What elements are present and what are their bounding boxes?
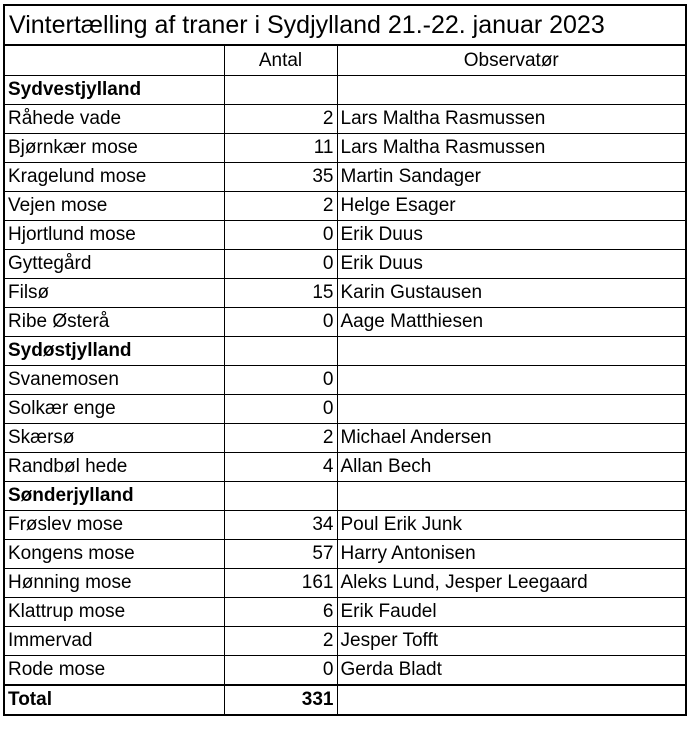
header-location [5,46,224,76]
table-row [5,308,685,337]
location-cell: Råhede vade [5,105,224,134]
count-cell [224,337,337,366]
section-row [5,76,685,105]
table-row [5,511,685,540]
crane-count-sheet [3,4,687,716]
table-row [5,656,685,685]
header-row [5,46,685,76]
count-cell: 2 [224,192,337,221]
count-cell [224,482,337,511]
count-cell: 11 [224,134,337,163]
observer-cell: Karin Gustausen [337,279,685,308]
observer-cell: Gerda Bladt [337,656,685,685]
section-row [5,482,685,511]
count-cell: 0 [224,308,337,337]
count-cell: 0 [224,250,337,279]
table-body [5,76,685,714]
table-row [5,569,685,598]
observer-cell: Erik Faudel [337,598,685,627]
observer-cell: Michael Andersen [337,424,685,453]
table-row [5,395,685,424]
count-cell [224,76,337,105]
table-row [5,221,685,250]
total-label: Total [5,685,224,714]
count-cell: 0 [224,221,337,250]
observer-cell [337,366,685,395]
region-name: Sydvestjylland [5,76,224,105]
observer-cell [337,482,685,511]
total-count: 331 [224,685,337,714]
table-row [5,163,685,192]
location-cell: Randbøl hede [5,453,224,482]
observer-cell: Harry Antonisen [337,540,685,569]
table-row [5,279,685,308]
location-cell: Hønning mose [5,569,224,598]
observer-cell: Jesper Tofft [337,627,685,656]
location-cell: Skærsø [5,424,224,453]
observer-cell [337,685,685,714]
observer-cell: Helge Esager [337,192,685,221]
location-cell: Bjørnkær mose [5,134,224,163]
location-cell: Klattrup mose [5,598,224,627]
observer-cell: Aleks Lund, Jesper Leegaard [337,569,685,598]
observer-cell [337,337,685,366]
table-row [5,424,685,453]
location-cell: Filsø [5,279,224,308]
total-row [5,685,685,714]
count-cell: 6 [224,598,337,627]
header-count: Antal [224,46,337,76]
section-row [5,337,685,366]
location-cell: Svanemosen [5,366,224,395]
count-cell: 0 [224,395,337,424]
observer-cell [337,395,685,424]
count-cell: 0 [224,366,337,395]
table-row [5,250,685,279]
observer-cell: Lars Maltha Rasmussen [337,105,685,134]
sheet-title: Vintertælling af traner i Sydjylland 21.-22. januar 2023 [5,6,685,46]
observer-cell: Poul Erik Junk [337,511,685,540]
observer-cell [337,76,685,105]
count-cell: 4 [224,453,337,482]
observer-cell: Lars Maltha Rasmussen [337,134,685,163]
table-row [5,540,685,569]
location-cell: Vejen mose [5,192,224,221]
count-cell: 15 [224,279,337,308]
location-cell: Kongens mose [5,540,224,569]
table-row [5,192,685,221]
table-row [5,598,685,627]
region-name: Sønderjylland [5,482,224,511]
table-row [5,453,685,482]
location-cell: Hjortlund mose [5,221,224,250]
location-cell: Immervad [5,627,224,656]
location-cell: Solkær enge [5,395,224,424]
count-cell: 2 [224,627,337,656]
table-row [5,105,685,134]
table-row [5,134,685,163]
count-cell: 161 [224,569,337,598]
count-cell: 0 [224,656,337,685]
observer-cell: Erik Duus [337,221,685,250]
region-name: Sydøstjylland [5,337,224,366]
observer-cell: Erik Duus [337,250,685,279]
count-table [5,46,685,714]
header-observer: Observatør [337,46,685,76]
count-cell: 34 [224,511,337,540]
observer-cell: Martin Sandager [337,163,685,192]
location-cell: Rode mose [5,656,224,685]
observer-cell: Allan Bech [337,453,685,482]
location-cell: Gyttegård [5,250,224,279]
table-row [5,627,685,656]
count-cell: 57 [224,540,337,569]
count-cell: 35 [224,163,337,192]
location-cell: Frøslev mose [5,511,224,540]
location-cell: Kragelund mose [5,163,224,192]
count-cell: 2 [224,424,337,453]
location-cell: Ribe Østerå [5,308,224,337]
count-cell: 2 [224,105,337,134]
observer-cell: Aage Matthiesen [337,308,685,337]
table-row [5,366,685,395]
